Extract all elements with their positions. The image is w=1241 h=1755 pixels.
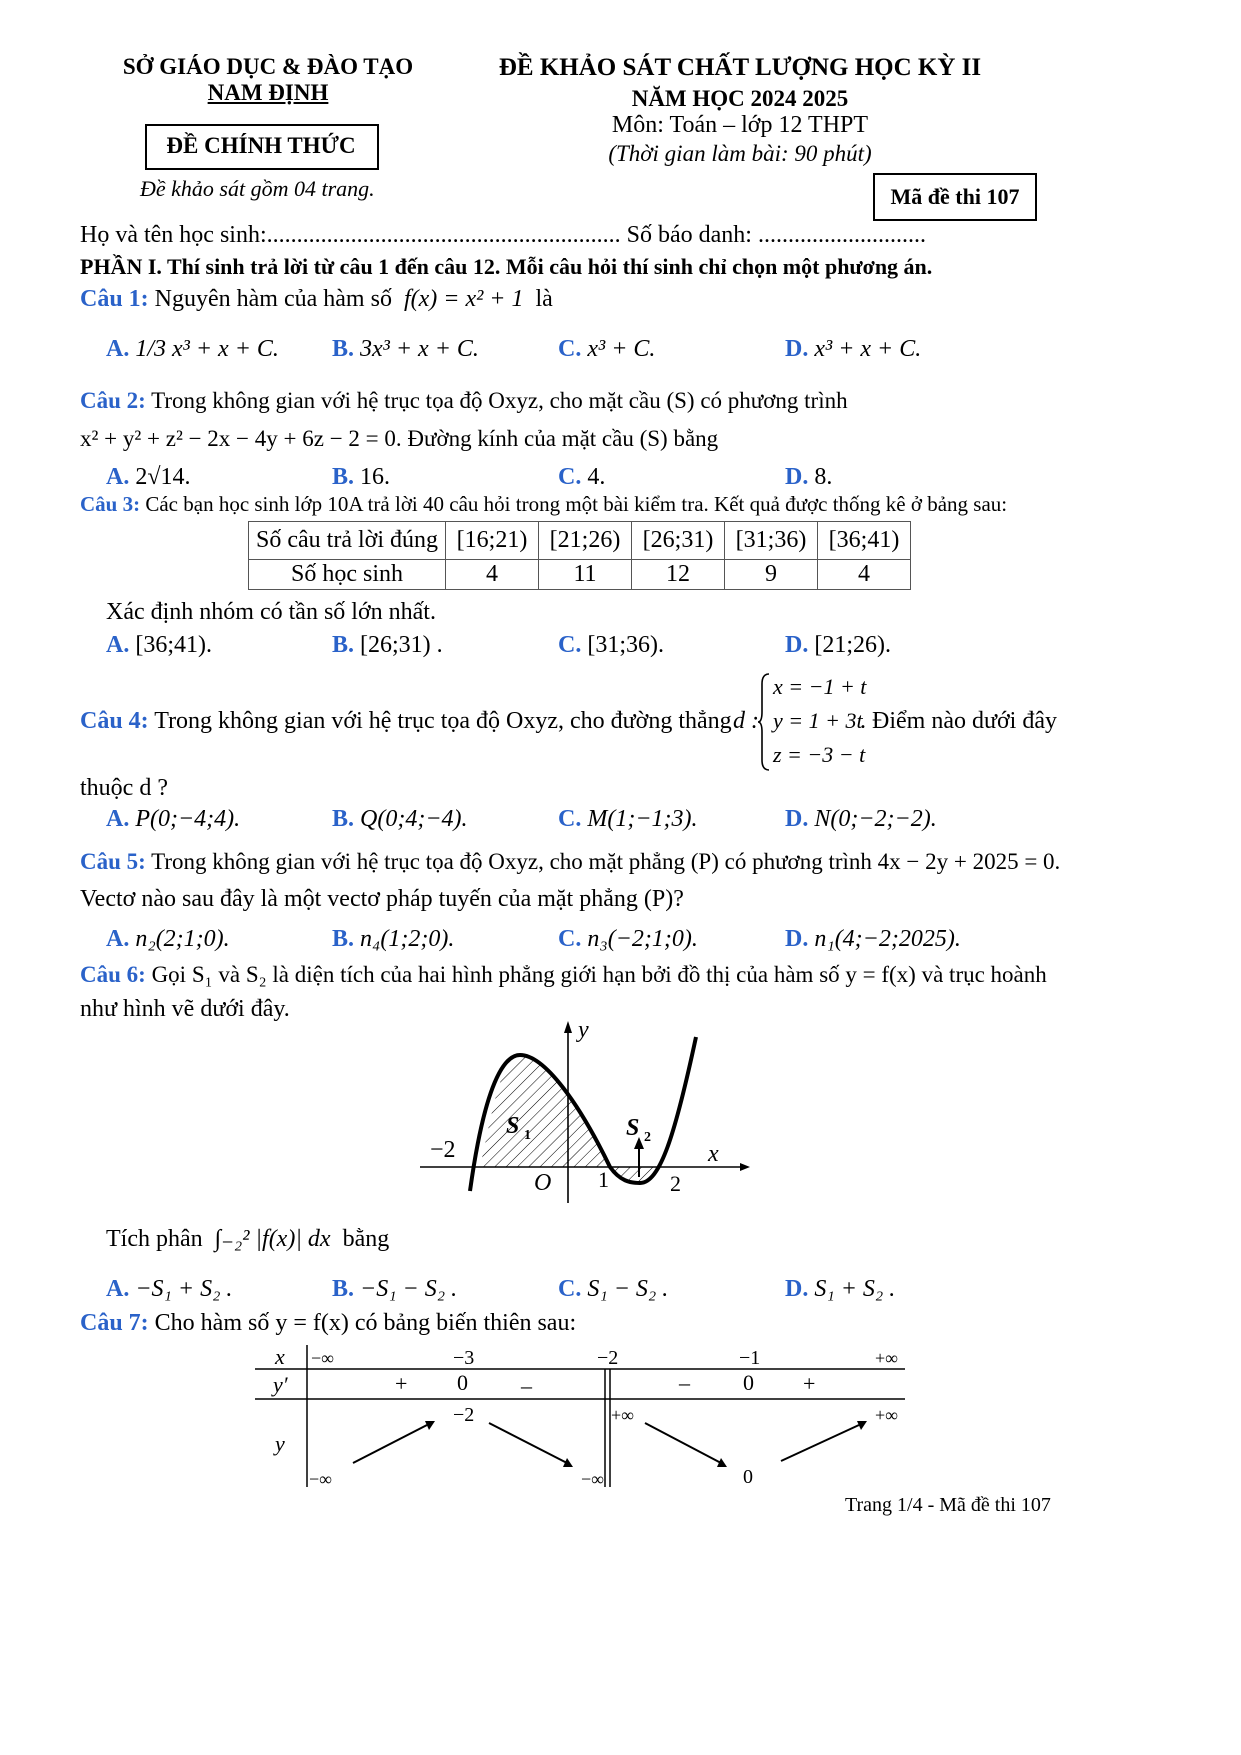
table-cell: [36;41)	[818, 522, 911, 560]
table-cell: 4	[446, 560, 539, 590]
q4-option-d[interactable]: D. N(0;−2;−2).	[785, 806, 937, 832]
label-s2: S	[626, 1115, 640, 1141]
q2-equation: x² + y² + z² − 2x − 4y + 6z − 2 = 0. Đường kính của mặt cầu (S) bằng	[80, 426, 719, 451]
bbt-x2: −2	[597, 1347, 619, 1369]
q6-integral: ∫₋₂² |f(x)| dx	[214, 1226, 331, 1252]
exam-code: Mã đề thi 107	[890, 184, 1020, 209]
tick-2: 2	[670, 1171, 681, 1196]
bbt-sign: –	[679, 1370, 690, 1395]
student-info-line: Họ và tên học sinh:........................................................... Số báo danh: ............................	[80, 222, 926, 248]
time-limit: (Thời gian làm bài: 90 phút)	[608, 141, 872, 166]
table-cell: 12	[632, 560, 725, 590]
frequency-table	[248, 521, 911, 590]
axis-y-label: y	[578, 1017, 589, 1043]
table-cell: [26;31)	[632, 522, 725, 560]
bbt-zero: 0	[743, 1370, 754, 1395]
q7-text: Cho hàm số y = f(x) có bảng biến thiên sau:	[154, 1310, 577, 1336]
q1-tail: là	[535, 286, 553, 312]
bbt-x0: −∞	[311, 1348, 334, 1368]
bbt-yp-label: y′	[273, 1372, 288, 1397]
table-cell: [16;21)	[446, 522, 539, 560]
q2-option-d[interactable]: D. 8.	[785, 464, 833, 490]
bbt-x1: −3	[453, 1347, 475, 1369]
label-s1: S	[506, 1113, 520, 1139]
q4-line2: thuộc d ?	[80, 775, 168, 801]
table-row-head: Số câu trả lời đúng	[249, 522, 446, 560]
bbt-sign: –	[521, 1373, 532, 1398]
system-brace	[757, 672, 771, 772]
q2-option-a[interactable]: A. 2√14.	[106, 464, 191, 490]
question-6: Câu 6: Gọi S₁ và S₂ là diện tích của hai hình phẳng giới hạn bởi đồ thị của hàm số y = f(x) và trục hoành	[80, 962, 1047, 987]
q5-option-a[interactable]: A. n₂(2;1;0).	[106, 926, 230, 952]
bbt-zero: 0	[457, 1370, 468, 1395]
q3-option-a[interactable]: A. [36;41).	[106, 632, 212, 658]
table-cell: [31;36)	[725, 522, 818, 560]
school-year: NĂM HỌC 2024 2025	[631, 86, 849, 111]
department-name: SỞ GIÁO DỤC & ĐÀO TẠO	[122, 54, 414, 79]
q1-option-c[interactable]: C. x³ + C.	[558, 336, 656, 362]
bbt-y1: −2	[453, 1404, 475, 1426]
q3-option-c[interactable]: C. [31;36).	[558, 632, 664, 658]
table-row-head: Số học sinh	[249, 560, 446, 590]
tick-1: 1	[598, 1167, 609, 1192]
q6-integral-line: Tích phân ∫₋₂² |f(x)| dx bằng	[106, 1226, 390, 1252]
q4-tail: . Điểm nào dưới đây	[860, 708, 1057, 734]
q5-line2: Vectơ nào sau đây là một vectơ pháp tuyến của mặt phẳng (P)?	[80, 886, 684, 912]
table-cell: [21;26)	[539, 522, 632, 560]
tick-neg2: −2	[430, 1137, 456, 1163]
q4-text: Trong không gian với hệ trục tọa độ Oxyz, cho đường thẳng	[154, 708, 732, 734]
q5-option-d[interactable]: D. n₁(4;−2;2025).	[785, 926, 961, 952]
q1-option-b[interactable]: B. 3x³ + x + C.	[332, 336, 479, 362]
bbt-y5: +∞	[875, 1405, 898, 1425]
axis-x-label: x	[708, 1141, 719, 1167]
label-s2-sub: 2	[644, 1130, 651, 1145]
q1-option-d[interactable]: D. x³ + x + C.	[785, 336, 922, 362]
question-3: Câu 3: Các bạn học sinh lớp 10A trả lời 40 câu hỏi trong một bài kiểm tra. Kết quả được thống kê ở bảng sau:	[80, 492, 1008, 516]
q4-option-a[interactable]: A. P(0;−4;4).	[106, 806, 241, 832]
part1-heading: PHẦN I. Thí sinh trả lời từ câu 1 đến câu 12. Mỗi câu hỏi thí sinh chỉ chọn một phương án.	[80, 254, 933, 279]
province-name: NAM ĐỊNH	[207, 80, 329, 105]
question-4: Câu 4: Trong không gian với hệ trục tọa độ Oxyz, cho đường thẳng	[80, 708, 732, 734]
function-graph	[420, 1015, 750, 1205]
question-7: Câu 7: Cho hàm số y = f(x) có bảng biến thiên sau:	[80, 1310, 577, 1336]
page-footer: Trang 1/4 - Mã đề thi 107	[845, 1494, 1051, 1516]
subject: Môn: Toán – lớp 12 THPT	[611, 112, 869, 138]
question-2: Câu 2: Trong không gian với hệ trục tọa độ Oxyz, cho mặt cầu (S) có phương trình	[80, 388, 848, 413]
q4-line-name: d :	[733, 708, 759, 734]
q4-option-b[interactable]: B. Q(0;4;−4).	[332, 806, 468, 832]
question-1	[80, 286, 553, 313]
bbt-x-label: x	[275, 1345, 285, 1369]
q3-option-b[interactable]: B. [26;31) .	[332, 632, 443, 658]
q6-text: Gọi S₁ và S₂ là diện tích của hai hình phẳng giới hạn bởi đồ thị của hàm số y = f(x) và trục hoành	[151, 962, 1047, 987]
table-cell: 4	[818, 560, 911, 590]
q2-option-b[interactable]: B. 16.	[332, 464, 391, 490]
q6-option-d[interactable]: D. S₁ + S₂ .	[785, 1276, 896, 1302]
q4-eq-y: y = 1 + 3t	[773, 708, 863, 733]
q1-option-a[interactable]: A. 1/3 x³ + x + C.	[106, 336, 279, 362]
bbt-x3: −1	[739, 1347, 761, 1369]
bbt-y2: −∞	[581, 1469, 604, 1489]
variation-table	[255, 1345, 910, 1490]
q5-option-b[interactable]: B. n₄(1;2;0).	[332, 926, 455, 952]
q3-question: Xác định nhóm có tần số lớn nhất.	[106, 599, 436, 625]
q6-line2: như hình vẽ dưới đây.	[80, 996, 290, 1022]
bbt-y3: +∞	[611, 1405, 634, 1425]
q1-text: Nguyên hàm của hàm số	[154, 286, 392, 312]
table-cell: 9	[725, 560, 818, 590]
q5-option-c[interactable]: C. n₃(−2;1;0).	[558, 926, 698, 952]
table-cell: 11	[539, 560, 632, 590]
exam-title: ĐỀ KHẢO SÁT CHẤT LƯỢNG HỌC KỲ II	[498, 54, 982, 81]
q6-option-b[interactable]: B. −S₁ − S₂ .	[332, 1276, 458, 1302]
label-s1-sub: 1	[524, 1128, 531, 1143]
bbt-y-label: y	[275, 1431, 285, 1456]
q6-option-a[interactable]: A. −S₁ + S₂ .	[106, 1276, 233, 1302]
q4-eq-z: z = −3 − t	[773, 742, 866, 767]
bbt-y0: −∞	[309, 1469, 332, 1489]
bbt-sign: +	[395, 1371, 408, 1396]
origin-label: O	[534, 1170, 552, 1196]
bbt-x4: +∞	[875, 1348, 898, 1368]
q1-label: Câu 1:	[80, 286, 149, 312]
pages-note: Đề khảo sát gồm 04 trang.	[140, 176, 375, 201]
bbt-sign: +	[803, 1371, 816, 1396]
bbt-y4: 0	[743, 1466, 753, 1488]
question-5: Câu 5: Trong không gian với hệ trục tọa độ Oxyz, cho mặt phẳng (P) có phương trình 4x − 2y + 2025 = 0.	[80, 849, 1061, 874]
q4-eq-x: x = −1 + t	[773, 674, 867, 699]
q6-option-c[interactable]: C. S₁ − S₂ .	[558, 1276, 669, 1302]
q2-option-c[interactable]: C. 4.	[558, 464, 606, 490]
q5-text: Trong không gian với hệ trục tọa độ Oxyz, cho mặt phẳng (P) có phương trình 4x − 2y + 2025 = 0.	[151, 849, 1061, 874]
q1-formula: f(x) = x² + 1	[403, 286, 524, 312]
q2-text: Trong không gian với hệ trục tọa độ Oxyz, cho mặt cầu (S) có phương trình	[151, 388, 848, 413]
q4-option-c[interactable]: C. M(1;−1;3).	[558, 806, 698, 832]
official-label: ĐỀ CHÍNH THỨC	[166, 133, 356, 158]
q3-option-d[interactable]: D. [21;26).	[785, 632, 891, 658]
q3-text: Các bạn học sinh lớp 10A trả lời 40 câu hỏi trong một bài kiểm tra. Kết quả được thống kê ở bảng sau:	[145, 492, 1008, 516]
